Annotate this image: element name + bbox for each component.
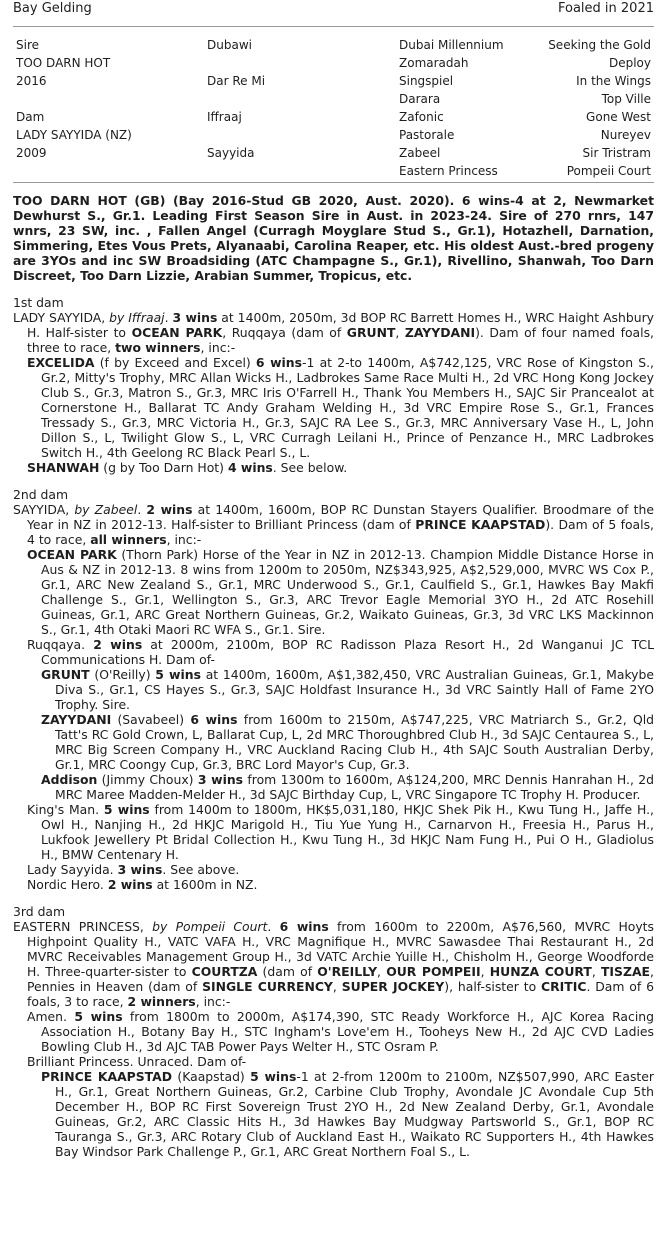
dam-name: LADY SAYYIDA (NZ) — [16, 128, 132, 142]
dam-label: Dam — [16, 110, 45, 124]
gen3-ancestor: Eastern Princess — [399, 164, 498, 178]
progeny-nordic-hero: Nordic Hero. 2 wins at 1600m in NZ. — [27, 877, 258, 892]
gen4-ancestor: Gone West — [586, 110, 651, 124]
progeny-amen: Amen. 5 wins from 1800m to 2000m, A$174,390, STC Ready Workforce H., AJC Korea Racing Association H., Botany Bay H., STC Ingham's Love'em H., Tooheys New H., 2d AJC CVD Ladies Bowling Club H., 3d AJC TAB Power Pays Welter H., STC Osram P. — [27, 1009, 654, 1054]
pedigree-page — [13, 0, 654, 1159]
pedigree-table — [13, 27, 654, 179]
gen3-ancestor: Pastorale — [399, 128, 455, 142]
progeny-excelida: EXCELIDA (f by Exceed and Excel) 6 wins-1 at 2-to 1400m, A$742,125, VRC Rose of Kingston S., Gr.2, Mitty's Trophy, MRC Allan Wicks H., Ladbrokes Same Race Multi H., 2d VRC Hong Kong Jockey Club S., Gr.3, Matron S., Gr.3, MRC Iris O'Farrell H., Thank You Members H., SAJC Sir Prancealot at Cornerstone H., Ballarat TC Andy Graham Welding H., 3d VRC Empire Rose S., Gr.1, Frances Tressady S., Gr.3, MRC Victoria H., Gr.3, SAJC RA Lee S., Gr.3, MRC Anniversary Vase H., L, John Dillon S., L, Twilight Glow S., L, VRC Curragh Leilani H., Prince of Penzance H., MRC Ladbrokes Switch H., 4th Geelong RC Black Pearl S., L. — [27, 355, 654, 460]
sire-sire: Dubawi — [207, 38, 252, 52]
second-dam-entry: SAYYIDA, by Zabeel. 2 wins at 1400m, 1600m, BOP RC Dunstan Stayers Qualifier. Broodmare of the Year in NZ in 2012-13. Half-sister to Brilliant Princess (dam of PRINCE KAAPSTAD). Dam of 5 foals, 4 to race, all winners, inc:- — [13, 502, 654, 547]
gen3-ancestor: Darara — [399, 92, 441, 106]
grandprogeny-prince-kaapstad: PRINCE KAAPSTAD (Kaapstad) 5 wins-1 at 2-from 1200m to 2100m, NZ$507,990, ARC Easter H., Gr.1, Great Northern Guineas, Gr.2, Carbine Club Trophy, Avondale JC Avondale Cup 5th December H., BOP RC First Sovereign Trust 2YO H., 2d New Zealand Derby, Gr.1, Avondale Guineas, Gr.2, ARC Classic Hits H., 3d Hawkes Bay Mudgway Partsworld S., Gr.1, BOP RC Tauranga S., Gr.3, ARC Rotary Club of Auckland East H., Waikato RC Supporters H., 4th Hawkes Bay Windsor Park Challenge P., Gr.1, ARC Great Northern Foal S., L. — [41, 1069, 655, 1159]
gen3-ancestor: Singspiel — [399, 74, 454, 88]
progeny-ruqqaya: Ruqqaya. 2 wins at 2000m, 2100m, BOP RC Radisson Plaza Resort H., 2d Wanganui JC TCL Communications H. Dam of- — [27, 637, 654, 667]
progeny-brilliant-princess: Brilliant Princess. Unraced. Dam of- — [27, 1054, 247, 1069]
sire-summary: TOO DARN HOT (GB) (Bay 2016-Stud GB 2020, Aust. 2020). 6 wins-4 at 2, Newmarket Dewhurst S., Gr.1. Leading First Season Sire in Aust. in 2023-24. Sire of 270 rnrs, 147 wnrs, 23 SW, inc. , Fallen Angel (Curragh Moyglare Stud S., Gr.1), Hotazhell, Darnation, Simmering, Etes Vous Prets, Alyanaabi, Carolina Reaper, etc. His oldest Aust.-bred progeny are 3YOs and inc SW Broadsiding (ATC Champagne S., Gr.1), Rivellino, Shanwah, Too Darn Discreet, Too Darn Lizzie, Arabian Summer, Tropicus, etc. — [13, 193, 654, 283]
first-dam-wins: 3 wins — [172, 310, 218, 325]
third-dam-heading: 3rd dam — [13, 904, 66, 919]
progeny-ocean-park: OCEAN PARK (Thorn Park) Horse of the Year in NZ in 2012-13. Champion Middle Distance Horse in Aus & NZ in 2012-13. 8 wins from 1200m to 2050m, NZ$343,925, A$2,529,000, MVRC WS Cox P., Gr.1, ARC New Zealand S., Gr.1, MRC Underwood S., Gr.1, Caulfield S., Gr.1, Hawkes Bay Makfi Challenge S., Gr.1, Wellington S., Gr.3, ARC Trevor Eagle Memorial 3YO H., 2d ATC Rosehill Guineas, Gr.1, ARC Great Northern Guineas, Gr.2, Waikato Guineas, Gr.3, 3d VRC LKS Mackinnon S., Gr.1, 4th Otaki Maori RC WFA S., Gr.1. Sire. — [27, 547, 655, 637]
dam-sire: Iffraaj — [207, 110, 242, 124]
third-dam-entry: EASTERN PRINCESS, by Pompeii Court. 6 wins from 1600m to 2200m, A$76,560, MVRC Hoyts Highpoint Quality H., VATC VAFA H., VRC Magnifique H., MVRC Sawasdee Thai Restaurant H., 2d MVRC Receivables Management Group H., 3d VATC Archie Yuille H., Chisholm H., George Woodforde H. Three-quarter-sister to COURTZA (dam of O'REILLY, OUR POMPEII, HUNZA COURT, TISZAE, Pennies in Heaven (dam of SINGLE CURRENCY, SUPER JOCKEY), half-sister to CRITIC. Dam of 6 foals, 3 to race, 2 winners, inc:- — [13, 919, 654, 1009]
first-dam-heading: 1st dam — [13, 295, 64, 310]
progeny-lady-sayyida: Lady Sayyida. 3 wins. See above. — [27, 862, 240, 877]
second-dam-heading: 2nd dam — [13, 487, 69, 502]
grandprogeny-addison: Addison (Jimmy Choux) 3 wins from 1300m to 1600m, A$124,200, MRC Dennis Hanrahan H., 2d MRC Maree Madden-Melder H., 3d SAJC Birthday Cup, L, VRC Singapore TC Trophy H. Producer. — [41, 772, 654, 802]
first-dam-entry: LADY SAYYIDA, by Iffraaj. 3 wins at 1400m, 2050m, 3d BOP RC Barrett Homes H., WRC Haight Ashbury H. Half-sister to OCEAN PARK, Ruqqaya (dam of GRUNT, ZAYYDANI). Dam of four named foals, three to race, two winners, inc:- — [13, 310, 654, 355]
first-dam-name: LADY SAYYIDA, — [13, 310, 106, 325]
gen4-ancestor: In the Wings — [576, 74, 651, 88]
gen3-ancestor: Zabeel — [399, 146, 441, 160]
gen3-ancestor: Zafonic — [399, 110, 444, 124]
dam-dam: Sayyida — [207, 146, 255, 160]
progeny-kings-man: King's Man. 5 wins from 1400m to 1800m, HK$5,031,180, HKJC Shek Pik H., Kwu Tung H., Jaffe H., Owl H., Nanjing H., 2d HKJC Marigold H., Tiu Yue Yung H., Carnarvon H., Freesia H., Parus H., Lukfook Jewellery Pt Bridal Collection H., Kwu Tung H., 3d HKJC Nam Fung H., Pui O H., Gladiolus H., BMW Centenary H. — [27, 802, 654, 862]
grandprogeny-grunt: GRUNT (O'Reilly) 5 wins at 1400m, 1600m, A$1,382,450, VRC Australian Guineas, Gr.1, Makybe Diva S., Gr.1, CS Hayes S., Gr.3, SAJC Holdfast Insurance H., 3d VRC Saintly Hall of Fame 2YO Trophy. Sire. — [41, 667, 654, 712]
gen4-ancestor: Deploy — [608, 56, 651, 70]
gen3-ancestor: Zomaradah — [399, 56, 469, 70]
grandprogeny-zayydani: ZAYYDANI (Savabeel) 6 wins from 1600m to 2150m, A$747,225, VRC Matriarch S., Gr.2, Qld Tatt's RC Gold Crown, L, Ballarat Cup, L, 2d MRC Thoroughbred Club H., 3d SAJC Centaurea S., L, MRC Big Screen Company H., VRC Auckland Racing Club H., 4th SAJC South Australian Derby, Gr.1, MRC Coongy Cup, Gr.3, BRC Lord Mayor's Cup, Gr.3. — [41, 712, 655, 772]
foaled-year: Foaled in 2021 — [558, 1, 654, 16]
sire-dam: Dar Re Mi — [207, 74, 266, 88]
gen4-ancestor: Top Ville — [601, 92, 651, 106]
gen4-ancestor: Sir Tristram — [582, 146, 651, 160]
gen4-ancestor: Pompeii Court — [566, 164, 651, 178]
gen4-ancestor: Seeking the Gold — [548, 38, 651, 52]
sire-label: Sire — [16, 38, 40, 52]
progeny-shanwah: SHANWAH (g by Too Darn Hot) 4 wins. See below. — [27, 460, 348, 475]
gen4-ancestor: Nureyev — [600, 128, 651, 142]
gen3-ancestor: Dubai Millennium — [399, 38, 504, 52]
sire-year: 2016 — [16, 74, 47, 88]
sire-name: TOO DARN HOT — [16, 56, 111, 70]
page-header — [13, 0, 654, 18]
sex-colour: Bay Gelding — [13, 1, 92, 16]
divider-bottom — [13, 182, 654, 183]
dam-year: 2009 — [16, 146, 47, 160]
first-dam-sire: by Iffraaj — [109, 310, 165, 325]
